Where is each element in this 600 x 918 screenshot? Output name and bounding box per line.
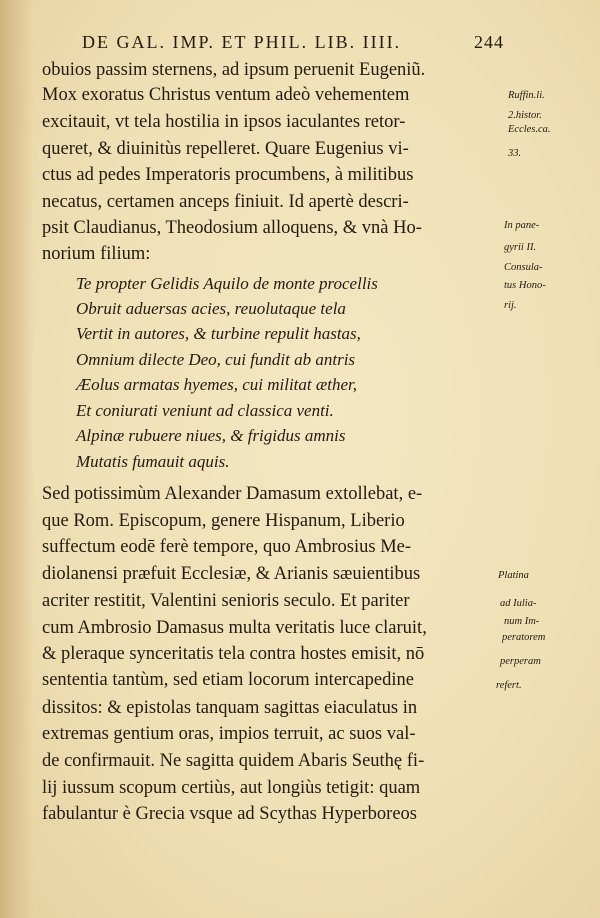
text-line: extremas gentium oras, impios terruit, ac suos val- xyxy=(42,724,416,744)
verse-line: Vertit in autores, & turbine repulit hastas, xyxy=(76,324,361,343)
running-header xyxy=(82,32,522,53)
verse-line: Et coniurati veniunt ad classica venti. xyxy=(76,401,334,420)
text-line: queret, & diuinitùs repelleret. Quare Eugenius vi- xyxy=(42,139,409,159)
text-line: de confirmauit. Ne sagitta quidem Abaris Seuthę fi- xyxy=(42,751,425,771)
text-line: sententia tantùm, sed etiam locorum intercapedine xyxy=(42,670,414,690)
verse-line: Æolus armatas hyemes, cui militat æther, xyxy=(76,375,357,394)
text-line: que Rom. Episcopum, genere Hispanum, Liberio xyxy=(42,511,405,531)
margin-note: Ruffin.li. xyxy=(508,90,545,101)
text-line: cum Ambrosio Damasus multa veritatis luce claruit, xyxy=(42,618,427,638)
text-line: dissitos: & epistolas tanquam sagittas eiaculatus in xyxy=(42,698,418,718)
margin-note: In pane- xyxy=(504,220,540,231)
margin-note: Consula- xyxy=(504,262,543,273)
margin-note: ad Iulia- xyxy=(500,598,537,609)
text-line: fabulantur è Grecia vsque ad Scythas Hyperboreos xyxy=(42,804,418,824)
verse-line: Omnium dilecte Deo, cui fundit ab antris xyxy=(76,350,356,369)
text-line: norium filium: xyxy=(42,244,151,264)
margin-note: Platina xyxy=(498,570,529,581)
verse-line: Mutatis fumauit aquis. xyxy=(76,452,230,471)
text-line: acriter restitit, Valentini senioris seculo. Et pariter xyxy=(42,591,410,611)
verse-line: Alpinæ rubuere niues, & frigidus amnis xyxy=(76,426,346,445)
text-line: lij iussum scopum certiùs, aut longiùs tetigit: quam xyxy=(42,778,421,798)
page-gutter-shadow xyxy=(0,0,34,918)
text-line: Sed potissimùm Alexander Damasum extollebat, e- xyxy=(42,484,423,504)
margin-note: num Im- xyxy=(504,616,540,627)
text-line: excitauit, vt tela hostilia in ipsos iaculantes retor- xyxy=(42,112,406,132)
text-line: psit Claudianus, Theodosium alloquens, & vnà Ho- xyxy=(42,218,422,238)
margin-note: 2.histor. xyxy=(508,110,542,121)
text-line: obuios passim sternens, ad ipsum peruenit Eugeniũ. xyxy=(42,60,426,80)
running-title: DE GAL. IMP. ET PHIL. LIB. IIII. xyxy=(82,32,402,52)
margin-note: gyrii II. xyxy=(504,242,537,253)
text-line: diolanensi præfuit Ecclesiæ, & Arianis sæuientibus xyxy=(42,564,421,584)
margin-note: rij. xyxy=(504,300,517,311)
margin-note: perperam xyxy=(500,656,541,667)
margin-note: 33. xyxy=(508,148,522,159)
text-line: necatus, certamen anceps finiuit. Id apertè descri- xyxy=(42,192,409,212)
verse-line: Obruit aduersas acies, reuolutaque tela xyxy=(76,299,346,318)
verse-line: Te propter Gelidis Aquilo de monte procellis xyxy=(76,274,378,293)
margin-note: refert. xyxy=(496,680,522,691)
text-line: Mox exoratus Christus ventum adeò vehementem xyxy=(42,85,410,105)
page-number: 244 xyxy=(474,32,504,52)
margin-note: peratorem xyxy=(502,632,546,643)
text-line: & pleraque synceritatis tela contra hostes emisit, nō xyxy=(42,644,425,664)
text-line: ctus ad pedes Imperatoris procumbens, à militibus xyxy=(42,165,414,185)
margin-note: Eccles.ca. xyxy=(508,124,551,135)
margin-note: tus Hono- xyxy=(504,280,546,291)
text-line: suffectum eodē ferè tempore, quo Ambrosius Me- xyxy=(42,537,412,557)
